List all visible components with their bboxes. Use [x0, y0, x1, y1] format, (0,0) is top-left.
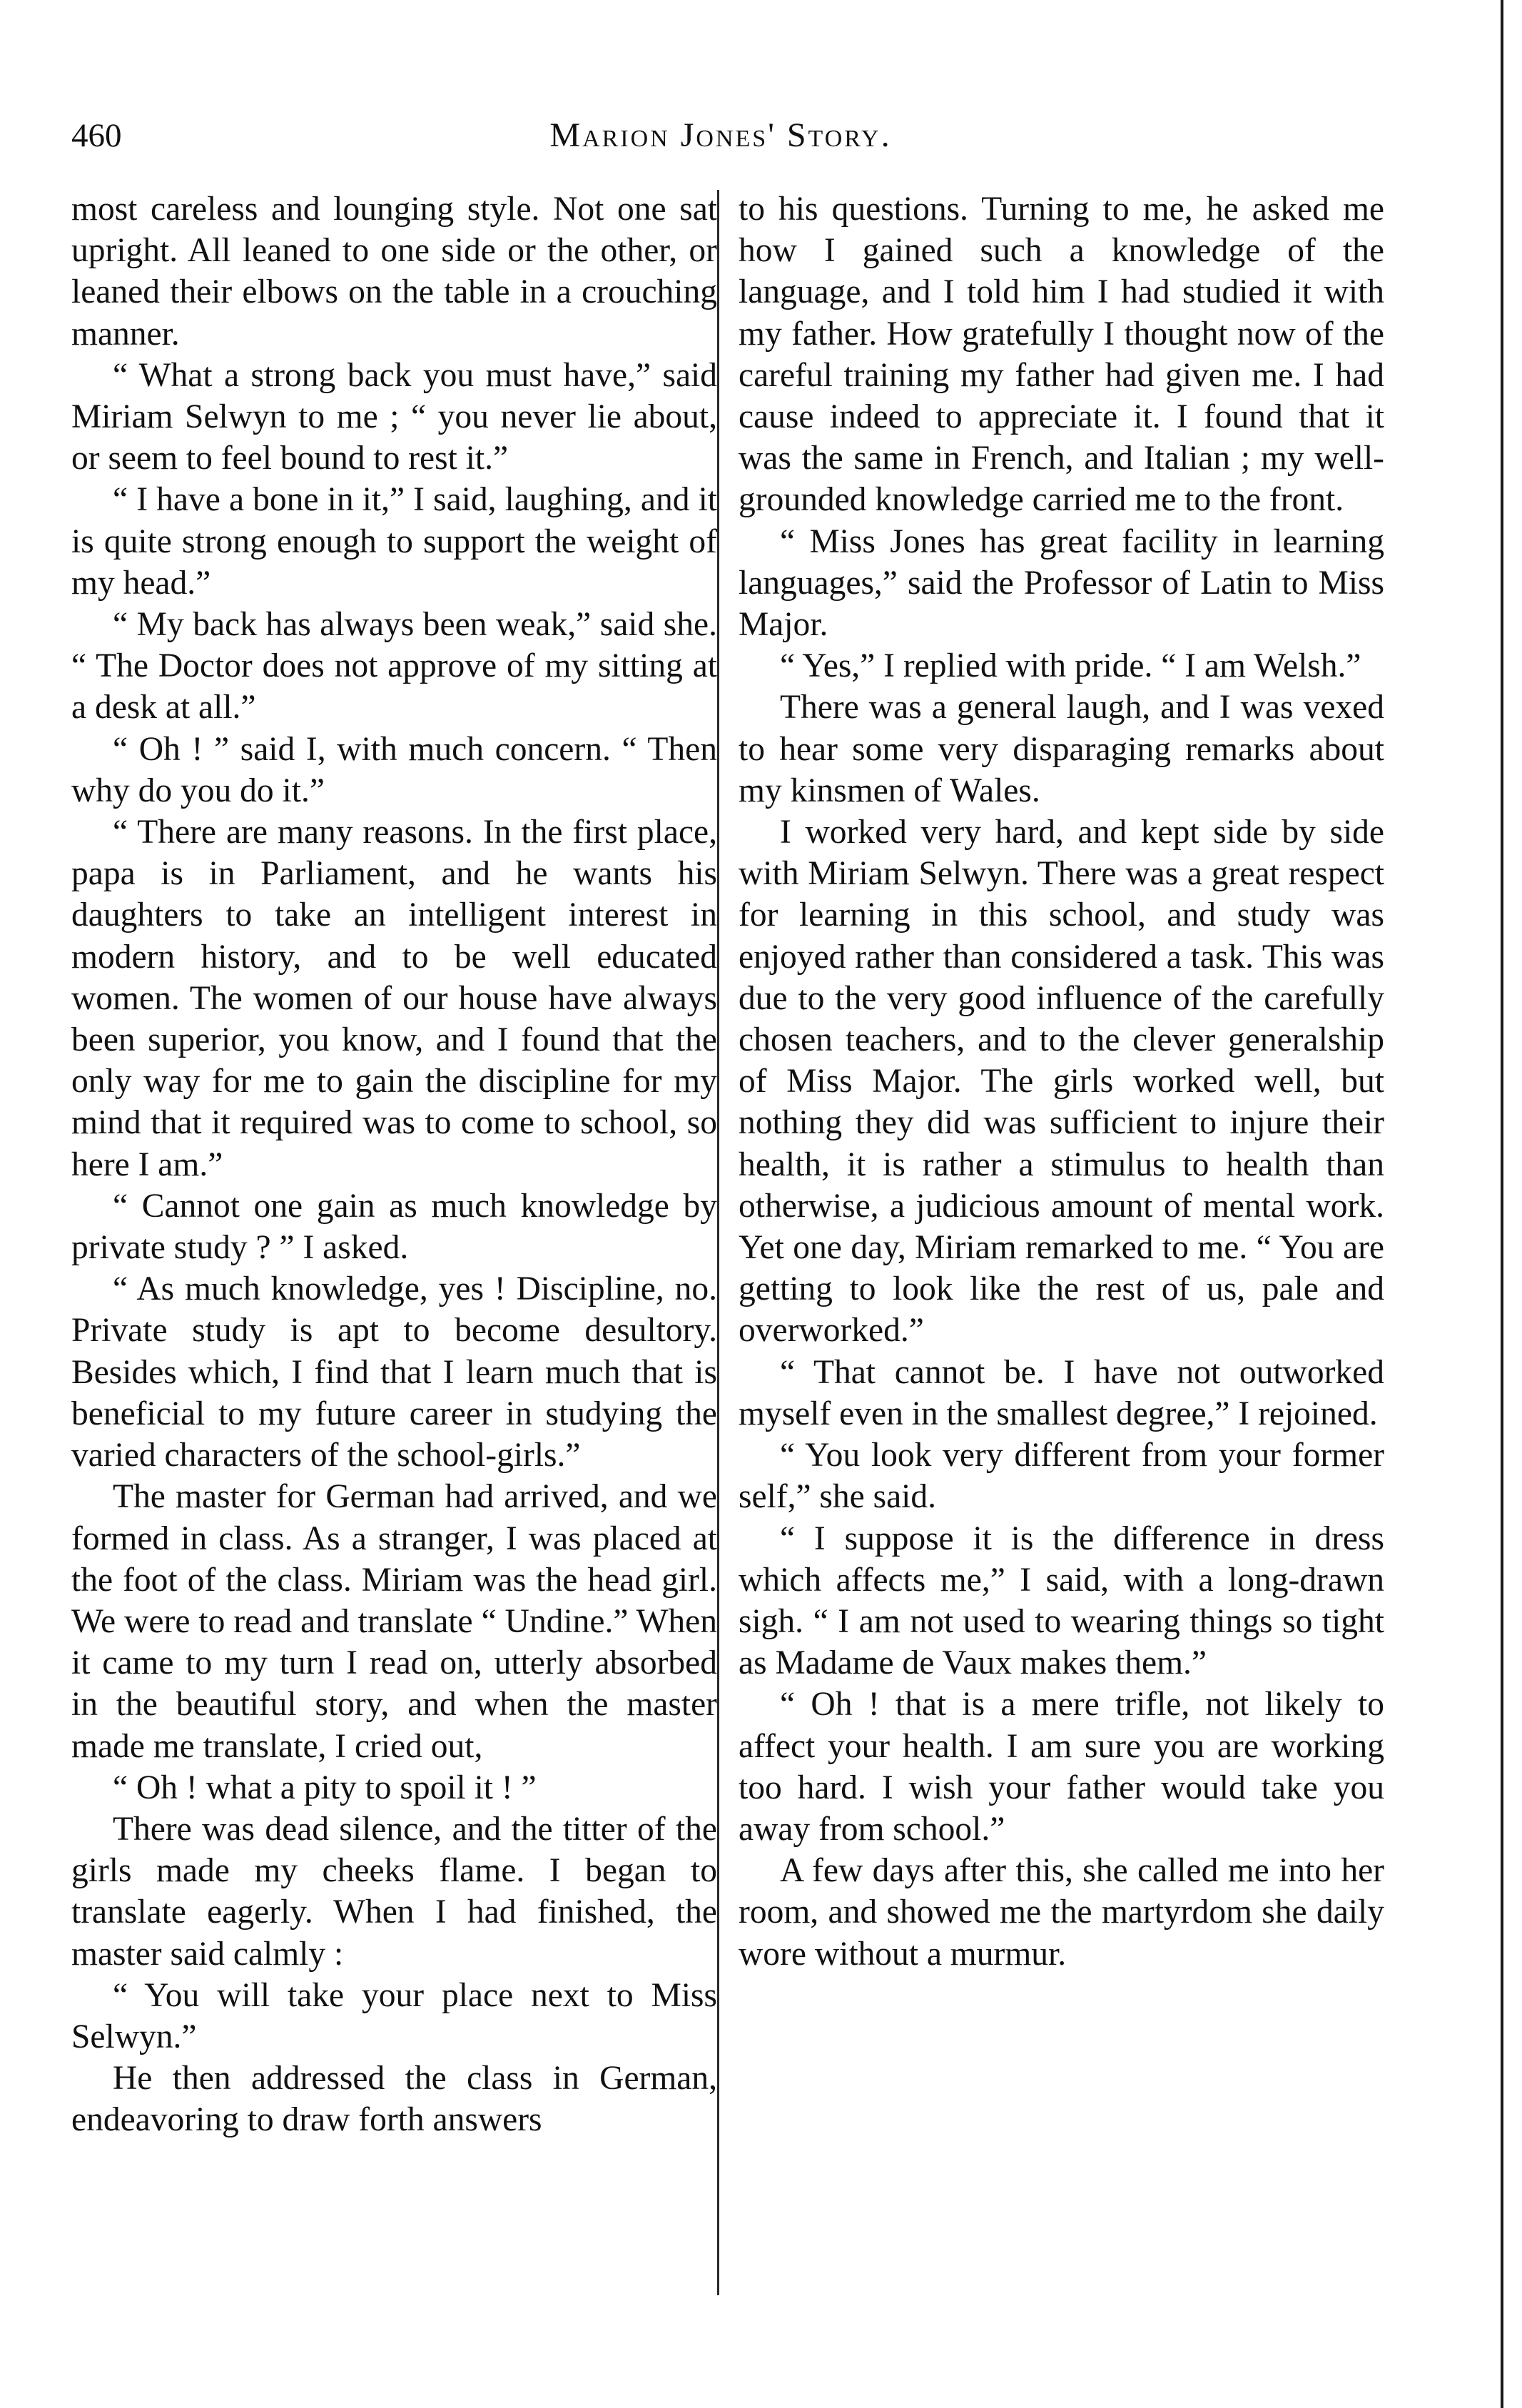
page-number: 460 — [71, 117, 122, 154]
paragraph: “ My back has always been weak,” said she. “ The Doctor does not approve of my sitting at a desk at all.” — [71, 606, 717, 727]
paragraph: There was dead silence, and the titter of the girls made my cheeks flame. I began to translate eagerly. When I had finished, the master said calmly : — [71, 1810, 717, 1973]
right-column — [739, 188, 1384, 1975]
paragraph: “ Oh ! that is a mere trifle, not likely to affect your health. I am sure you are working too hard. I wish your father would take you away from school.” — [739, 1686, 1384, 1848]
paragraph: most careless and lounging style. Not one sat upright. All leaned to one side or the other, or leaned their elbows on the table in a crouching manner. — [71, 191, 717, 353]
paragraph: “ I suppose it is the difference in dress which affects me,” I said, with a long-drawn sigh. “ I am not used to wearing things so tight as Madame de Vaux makes them.” — [739, 1519, 1384, 1682]
column-divider — [717, 190, 719, 2295]
paragraph: “ There are many reasons. In the first place, papa is in Parliament, and he wants his daughters to take an intelligent interest in modern history, and to be well educated women. The women of our house have always been superior, you know, and I found that the only way for me to gain the discipline for my mind that it required was to come to school, so here I am.” — [71, 814, 717, 1183]
paragraph: “ I have a bone in it,” I said, laughing, and it is quite strong enough to support the weight of my head.” — [71, 481, 717, 602]
paragraph: to his questions. Turning to me, he asked me how I gained such a knowledge of the language, and I told him I had studied it with my father. How gratefully I thought now of the careful training my father had given me. I had cause indeed to appreciate it. I found that it was the same in French, and Italian ; my well-grounded knowledge carried me to the front. — [739, 191, 1384, 519]
paragraph: “ Miss Jones has great facility in learning languages,” said the Professor of Latin to Miss Major. — [739, 522, 1384, 644]
paragraph: “ Cannot one gain as much knowledge by private study ? ” I asked. — [71, 1187, 717, 1267]
paragraph: “ Oh ! ” said I, with much concern. “ Then why do you do it.” — [71, 730, 717, 809]
paragraph: He then addressed the class in German, endeavoring to draw forth answers — [71, 2060, 717, 2139]
paragraph: “ Oh ! what a pity to spoil it ! ” — [113, 1769, 537, 1806]
paragraph: “ Yes,” I replied with pride. “ I am Welsh.” — [780, 647, 1361, 685]
paragraph: The master for German had arrived, and we formed in class. As a stranger, I was placed at the foot of the class. Miriam was the head girl. We were to read and translate “ Undine.” When it came to my turn I read on, utterly absorbed in the beautiful story, and when the master made me translate, I cried out, — [71, 1478, 717, 1765]
paragraph: “ That cannot be. I have not outworked myself even in the smallest degree,” I rejoined. — [739, 1353, 1384, 1432]
paragraph: “ What a strong back you must have,” said Miriam Selwyn to me ; “ you never lie about, or seem to feel bound to rest it.” — [71, 356, 717, 477]
page-edge-line — [1501, 0, 1503, 2408]
paragraph: A few days after this, she called me into her room, and showed me the martyrdom she daily wore without a murmur. — [739, 1852, 1384, 1973]
paragraph: “ As much knowledge, yes ! Discipline, no. Private study is apt to become desultory. Besides which, I find that I learn much that is beneficial to my future career in studying the varied characters of the school-girls.” — [71, 1270, 717, 1474]
running-title: Marion Jones' Story. — [549, 116, 892, 154]
left-column — [71, 188, 717, 2141]
paragraph: “ You will take your place next to Miss Selwyn.” — [71, 1976, 717, 2055]
paragraph: “ You look very different from your former self,” she said. — [739, 1437, 1384, 1516]
running-head — [71, 107, 1370, 164]
paragraph: I worked very hard, and kept side by side with Miriam Selwyn. There was a great respect for learning in this school, and study was enjoyed rather than considered a task. This was due to the very good influence of the carefully chosen teachers, and to the clever generalship of Miss Major. The girls worked well, but nothing they did was sufficient to injure their health, it is rather a stimulus to health than otherwise, a judicious amount of mental work. Yet one day, Miriam remarked to me. “ You are getting to look like the rest of us, pale and overworked.” — [739, 814, 1384, 1350]
paragraph: There was a general laugh, and I was vexed to hear some very disparaging remarks about my kinsmen of Wales. — [739, 689, 1384, 809]
